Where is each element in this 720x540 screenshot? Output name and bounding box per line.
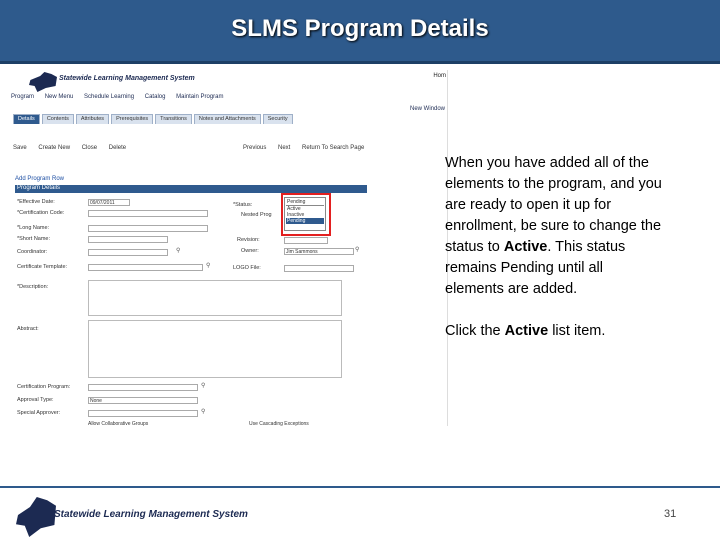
footer-divider [0, 486, 720, 488]
tab-security[interactable]: Security [263, 114, 293, 124]
effective-date-label: *Effective Date: [17, 199, 55, 205]
owner-field[interactable]: Jim Sammons [284, 248, 354, 255]
menu-item-maintain-program[interactable]: Maintain Program [176, 94, 224, 100]
tab-details[interactable]: Details [13, 114, 40, 124]
page-number: 31 [664, 508, 677, 520]
abstract-textarea[interactable] [88, 320, 342, 378]
tab-contents[interactable]: Contents [42, 114, 74, 124]
instruction-paragraph-2: Click the Active list item. [445, 323, 606, 339]
owner-search-icon[interactable]: ⚲ [355, 247, 360, 253]
section-header: Program Details [15, 185, 367, 193]
instruction-paragraph-1: When you have added all of the elements to the program, and you are ready to open it up for enrollment, be sure to change the status to Active. This status remains Pending until all elements are added. [445, 155, 662, 297]
next-button[interactable]: Next [278, 145, 291, 151]
instruction-text [445, 153, 665, 342]
menu-item-program[interactable]: Program [11, 94, 35, 100]
certification-code-label: *Certification Code: [17, 210, 65, 216]
previous-button[interactable]: Previous [243, 145, 267, 151]
owner-label: Owner: [241, 248, 259, 254]
revision-label: Revision: [237, 237, 260, 243]
menu-item-catalog[interactable]: Catalog [144, 94, 166, 100]
coordinator-search-icon[interactable]: ⚲ [176, 248, 181, 254]
return-search-button[interactable]: Return To Search Page [302, 145, 365, 151]
footer-logo-text: Statewide Learning Management System [54, 509, 248, 520]
tab-bar [13, 114, 433, 124]
toolbar-nav [243, 145, 374, 151]
slide-title: SLMS Program Details [231, 14, 489, 42]
description-textarea[interactable] [88, 280, 342, 316]
coordinator-label: Coordinator: [17, 249, 48, 255]
description-label: *Description: [17, 284, 49, 290]
app-logo [11, 70, 448, 92]
tab-prerequisites[interactable]: Prerequisites [111, 114, 153, 124]
toolbar [13, 145, 367, 155]
nested-program-label: Nested Prog [241, 212, 272, 218]
status-selected-value[interactable]: Pending [286, 199, 324, 206]
long-name-label: *Long Name: [17, 225, 50, 231]
menu-bar [11, 94, 448, 104]
ny-state-icon [29, 72, 57, 92]
cert-template-label: Certificate Template: [17, 264, 68, 270]
tab-attributes[interactable]: Attributes [76, 114, 109, 124]
new-window-link[interactable]: New Window [409, 106, 445, 112]
delete-button[interactable]: Delete [108, 145, 127, 151]
certification-code-field[interactable] [88, 210, 208, 217]
tab-notes-attachments[interactable]: Notes and Attachments [194, 114, 261, 124]
allow-collab-checkbox[interactable]: Allow Collaborative Groups [88, 421, 149, 426]
special-approver-field[interactable] [88, 410, 198, 417]
long-name-field[interactable] [88, 225, 208, 232]
short-name-field[interactable] [88, 236, 168, 243]
status-option-active[interactable]: Active [287, 206, 301, 212]
revision-field[interactable] [284, 237, 328, 244]
highlight-box [281, 193, 331, 236]
menu-item-schedule-learning[interactable]: Schedule Learning [84, 94, 135, 100]
slms-screenshot [11, 70, 448, 426]
app-name: Statewide Learning Management System [59, 75, 195, 82]
save-button[interactable]: Save [13, 145, 27, 151]
special-approver-label: Special Approver: [17, 410, 61, 416]
status-option-pending[interactable]: Pending [286, 218, 324, 224]
use-cascading-checkbox[interactable]: Use Cascading Exceptions [249, 421, 309, 426]
effective-date-field[interactable]: 09/07/2011 [88, 199, 130, 206]
special-approver-search-icon[interactable]: ⚲ [201, 409, 206, 415]
approval-type-select[interactable]: None [88, 397, 198, 404]
cert-template-field[interactable] [88, 264, 203, 271]
approval-type-label: Approval Type: [17, 397, 54, 403]
status-option-inactive[interactable]: Inactive [287, 212, 305, 218]
short-name-label: *Short Name: [17, 236, 51, 242]
create-new-button[interactable]: Create New [38, 145, 71, 151]
add-program-row-link[interactable]: Add Program Row [15, 176, 65, 182]
cert-program-search-icon[interactable]: ⚲ [201, 383, 206, 389]
menu-item-new-menu[interactable]: New Menu [44, 94, 74, 100]
ny-state-icon [16, 497, 56, 537]
tab-transitions[interactable]: Transitions [155, 114, 192, 124]
home-link[interactable]: Hom [433, 73, 446, 79]
logo-file-label: LOGO File: [233, 265, 261, 271]
coordinator-field[interactable] [88, 249, 168, 256]
cert-program-field[interactable] [88, 384, 198, 391]
status-label: *Status: [233, 202, 253, 208]
title-bar [0, 0, 720, 64]
footer-logo [16, 497, 246, 537]
logo-file-field[interactable] [284, 265, 354, 272]
abstract-label: Abstract: [17, 326, 39, 332]
cert-program-label: Certification Program: [17, 384, 71, 390]
close-button[interactable]: Close [81, 145, 98, 151]
cert-template-search-icon[interactable]: ⚲ [206, 263, 211, 269]
